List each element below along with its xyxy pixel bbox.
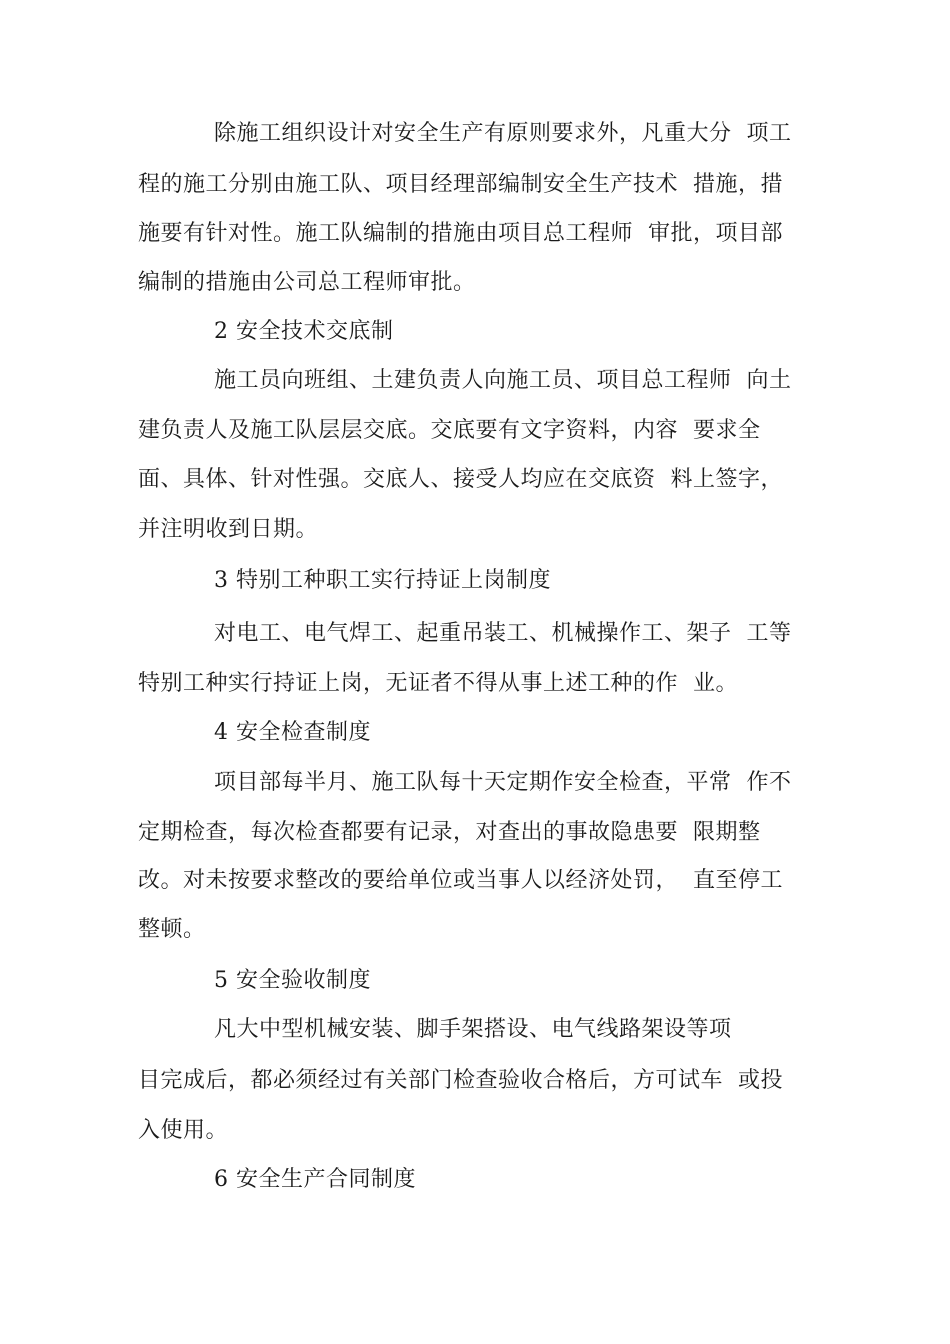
paragraph-line: 编制的措施由公司总工程师审批。 xyxy=(138,270,476,295)
paragraph-line: 整顿。 xyxy=(138,917,206,942)
section-heading: 5 安全验收制度 xyxy=(214,968,371,993)
paragraph-line: 凡大中型机械安装、脚手架搭设、电气线路架设等项 xyxy=(214,1017,732,1042)
paragraph-line: 定期检查，每次检查都要有记录，对查出的事故隐患要 限期整 xyxy=(138,820,761,845)
paragraph-line: 对电工、电气焊工、起重吊装工、机械操作工、架子 工等 xyxy=(214,621,792,646)
paragraph-line: 项目部每半月、施工队每十天定期作安全检查，平常 作不 xyxy=(214,770,792,795)
paragraph-line: 施工员向班组、土建负责人向施工员、项目总工程师 向土 xyxy=(214,368,792,393)
paragraph-line: 特别工种实行持证上岗，无证者不得从事上述工种的作 业。 xyxy=(138,671,738,696)
paragraph-line: 程的施工分别由施工队、项目经理部编制安全生产技术 措施，措 xyxy=(138,172,783,197)
section-heading: 2 安全技术交底制 xyxy=(214,319,394,344)
paragraph-line: 改。对未按要求整改的要给单位或当事人以经济处罚， 直至停工 xyxy=(138,868,783,893)
paragraph-line: 并注明收到日期。 xyxy=(138,517,319,542)
paragraph-line: 目完成后，都必须经过有关部门检查验收合格后，方可试车 或投 xyxy=(138,1068,783,1093)
paragraph-line: 施要有针对性。施工队编制的措施由项目总工程师 审批，项目部 xyxy=(138,221,783,246)
section-heading: 3 特别工种职工实行持证上岗制度 xyxy=(214,568,551,593)
paragraph-line: 入使用。 xyxy=(138,1118,229,1143)
paragraph-line: 面、具体、针对性强。交底人、接受人均应在交底资 料上签字， xyxy=(138,467,783,492)
section-heading: 6 安全生产合同制度 xyxy=(214,1167,416,1192)
paragraph-line: 建负责人及施工队层层交底。交底要有文字资料，内容 要求全 xyxy=(138,418,761,443)
paragraph-line: 除施工组织设计对安全生产有原则要求外，凡重大分 项工 xyxy=(214,121,792,146)
section-heading: 4 安全检查制度 xyxy=(214,720,371,745)
